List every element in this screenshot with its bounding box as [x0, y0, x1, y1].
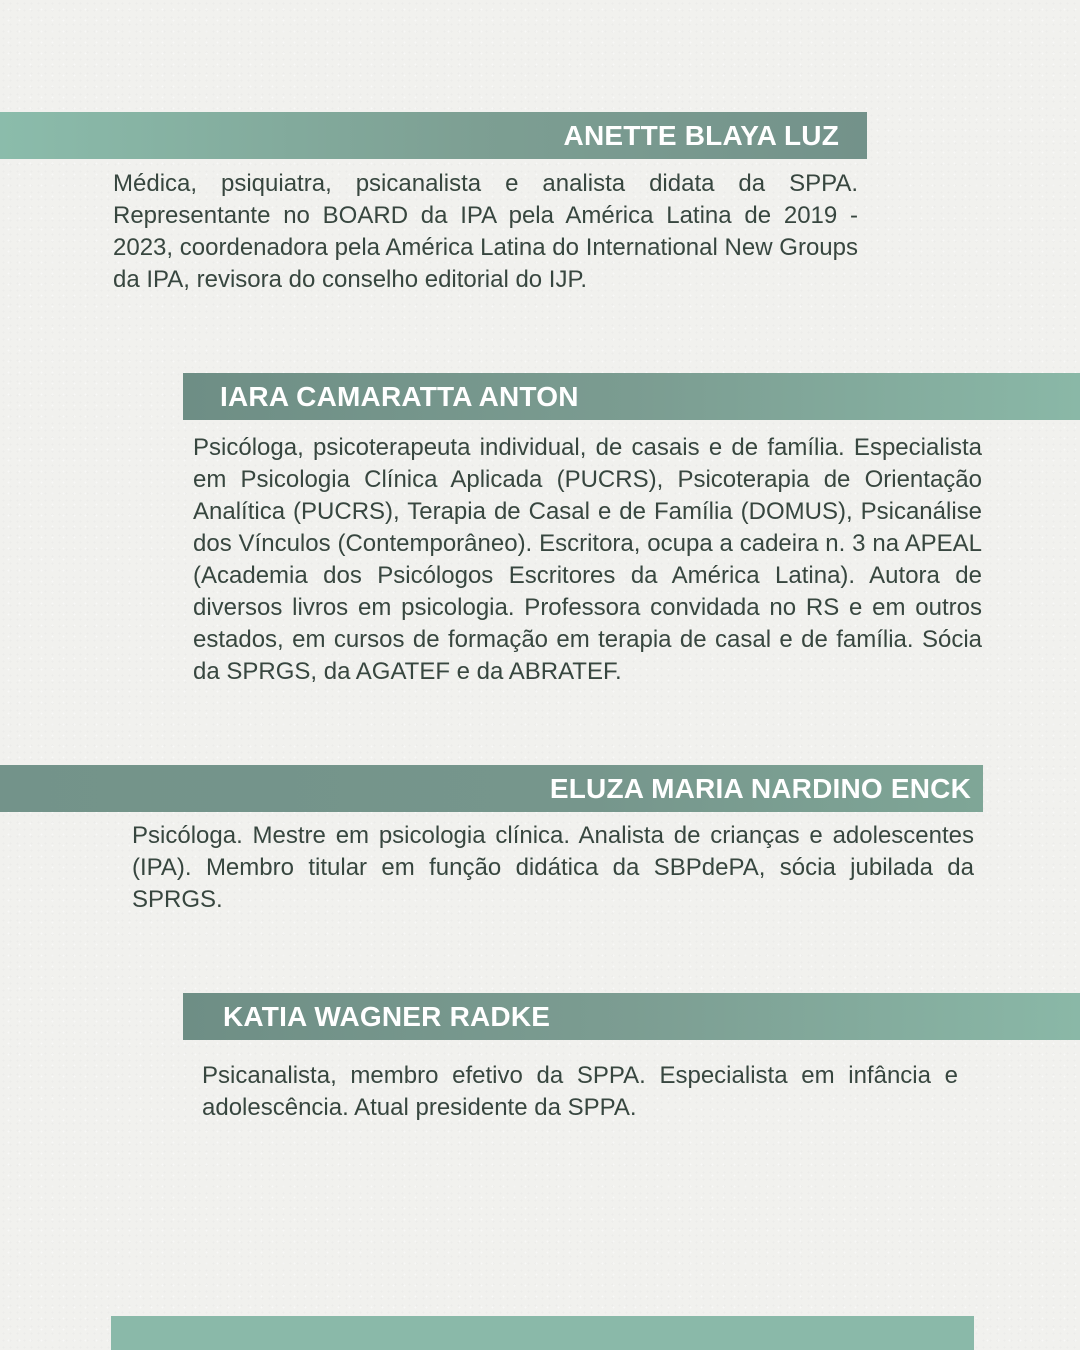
profile-name: ANETTE BLAYA LUZ	[563, 119, 839, 151]
profile-name-bar-2	[183, 373, 1080, 420]
profile-bio: Médica, psiquiatra, psicanalista e analista didata da SPPA. Representante no BOARD da IPA pela América Latina de 2019 - 2023, coordenadora pela América Latina do International New Groups da IPA, revisora do conselho editorial do IJP.	[113, 170, 858, 293]
profile-name-bar-4	[183, 993, 1080, 1040]
profile-bio: Psicóloga. Mestre em psicologia clínica. Analista de crianças e adolescentes (IPA). Membro titular em função didática da SBPdePA, sócia jubilada da SPRGS.	[132, 822, 974, 913]
profile-name-bar-1	[0, 112, 867, 159]
profile-bio: Psicanalista, membro efetivo da SPPA. Especialista em infância e adolescência. Atual presidente da SPPA.	[202, 1062, 958, 1121]
profile-bio: Psicóloga, psicoterapeuta individual, de casais e de família. Especialista em Psicologia Clínica Aplicada (PUCRS), Psicoterapia de Orientação Analítica (PUCRS), Terapia de Casal e de Família (DOMUS), Psicanálise dos Vínculos (Contemporâneo). Escritora, ocupa a cadeira n. 3 na APEAL (Academia dos Psicólogos Escritores da América Latina). Autora de diversos livros em psicologia. Professora convidada no RS e em outros estados, em cursos de formação em terapia de casal e de família. Sócia da SPRGS, da AGATEF e da ABRATEF.	[193, 434, 982, 685]
profile-name: KATIA WAGNER RADKE	[223, 1000, 551, 1032]
profile-name: ELUZA MARIA NARDINO ENCK	[549, 772, 971, 804]
profile-name: IARA CAMARATTA ANTON	[220, 380, 579, 412]
footer-decorative-bar	[111, 1316, 974, 1350]
profile-name-bar-3	[0, 765, 983, 812]
